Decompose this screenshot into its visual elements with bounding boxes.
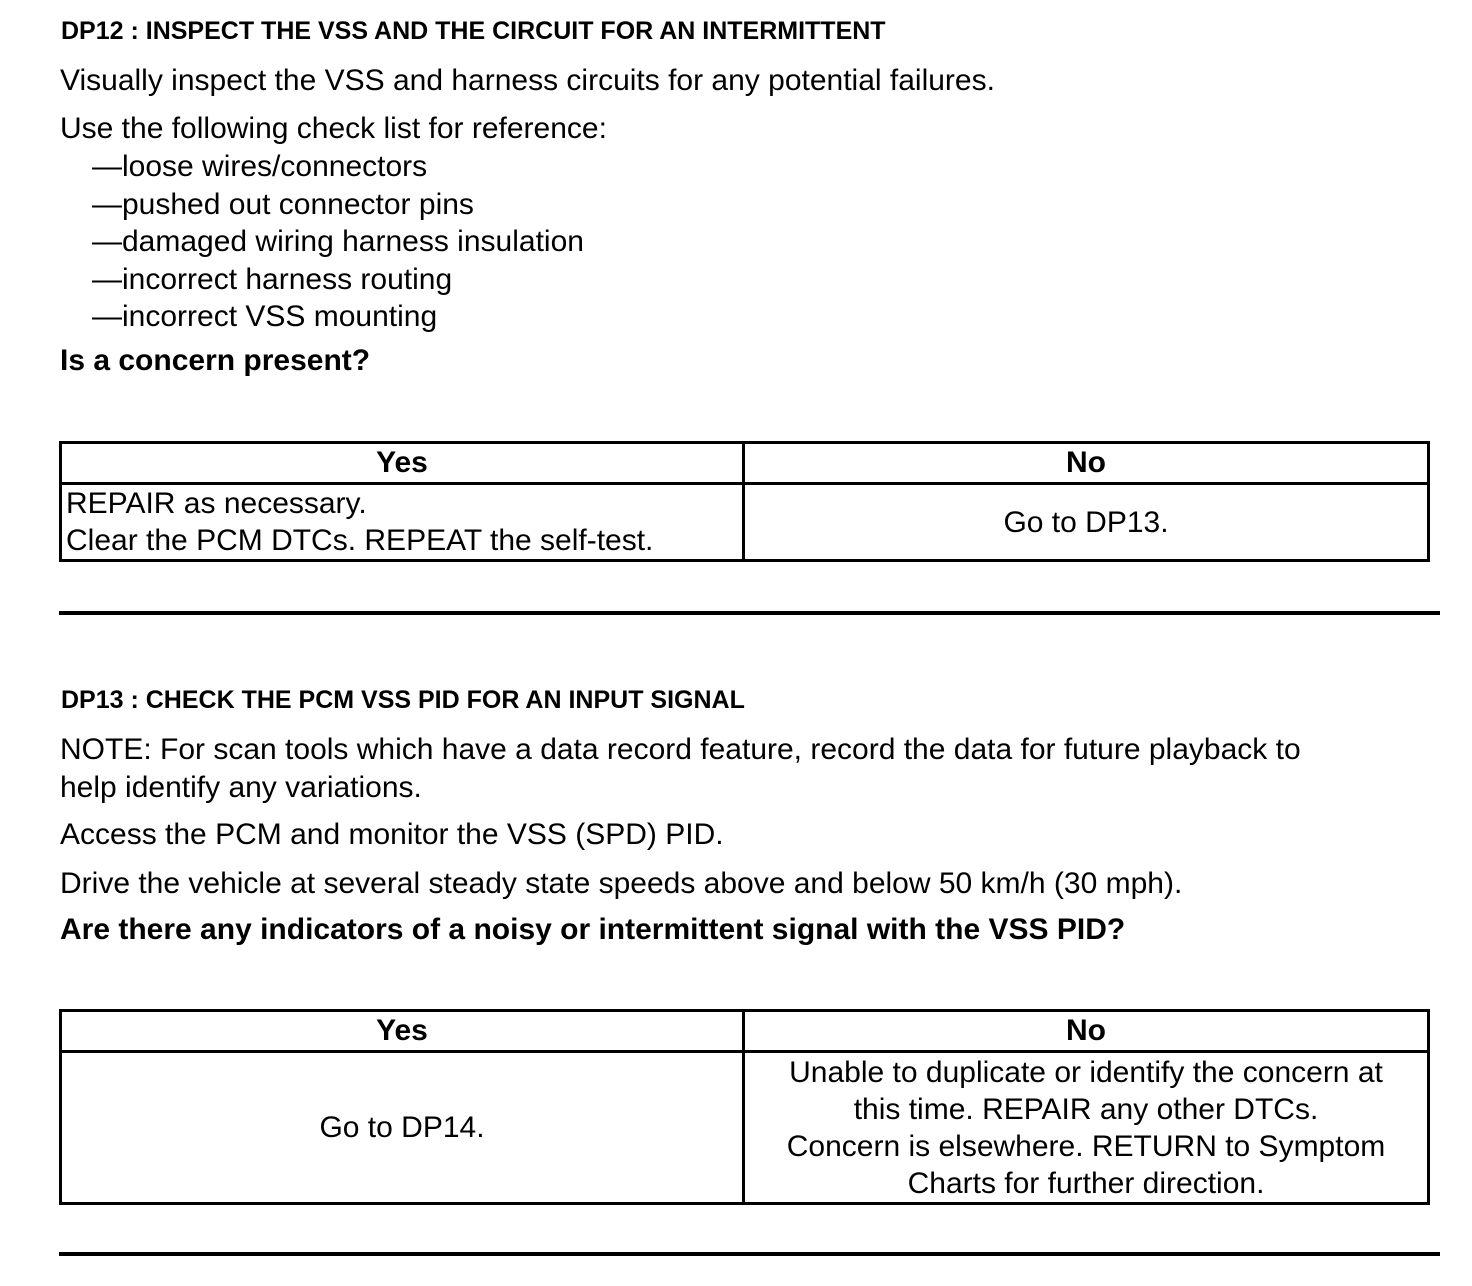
dp12-no-header: No xyxy=(744,443,1429,484)
section-divider xyxy=(59,611,1440,615)
dp13-no-line: Unable to duplicate or identify the concern at xyxy=(789,1055,1383,1089)
dp13-question: Are there any indicators of a noisy or intermittent signal with the VSS PID? xyxy=(60,913,1126,946)
dp12-yes-line: Clear the PCM DTCs. REPEAT the self-test. xyxy=(66,524,654,557)
dp13-no-line: Concern is elsewhere. RETURN to Symptom xyxy=(786,1129,1386,1163)
dp13-no-header: No xyxy=(744,1011,1429,1052)
dp12-yes-header: Yes xyxy=(61,443,744,484)
dp12-question: Is a concern present? xyxy=(60,344,371,377)
dp13-heading: DP13 : CHECK THE PCM VSS PID FOR AN INPUT SIGNAL xyxy=(61,686,745,714)
dp13-yes-header: Yes xyxy=(61,1011,744,1052)
dp13-no-line: Charts for further direction. xyxy=(907,1166,1265,1200)
dp12-checklist xyxy=(92,148,584,336)
dp12-paragraph-inspect: Visually inspect the VSS and harness circuits for any potential failures. xyxy=(60,64,995,97)
checklist-item: —pushed out connector pins xyxy=(92,187,474,221)
dp13-no-cell xyxy=(744,1052,1429,1204)
dp13-note-line: NOTE: For scan tools which have a data record feature, record the data for future playback to xyxy=(60,733,1301,766)
dp13-no-line: this time. REPAIR any other DTCs. xyxy=(853,1092,1319,1126)
dp13-paragraph-access: Access the PCM and monitor the VSS (SPD) PID. xyxy=(60,818,724,851)
checklist-item: —loose wires/connectors xyxy=(92,150,428,183)
dp12-paragraph-checklist-intro: Use the following check list for reference: xyxy=(60,112,607,145)
dp13-note xyxy=(60,731,1301,807)
dp12-yes-line: REPAIR as necessary. xyxy=(66,487,367,520)
dp13-decision-table xyxy=(59,1009,1430,1205)
section-divider xyxy=(59,1252,1440,1256)
dp12-yes-cell xyxy=(61,484,744,561)
dp12-heading: DP12 : INSPECT THE VSS AND THE CIRCUIT FOR AN INTERMITTENT xyxy=(61,17,886,45)
checklist-item: —damaged wiring harness insulation xyxy=(92,225,584,258)
dp13-paragraph-drive: Drive the vehicle at several steady state speeds above and below 50 km/h (30 mph). xyxy=(60,867,1183,900)
dp13-yes-cell: Go to DP14. xyxy=(61,1052,744,1204)
dp12-decision-table xyxy=(59,441,1430,562)
checklist-item: —incorrect harness routing xyxy=(92,262,453,296)
dp13-note-line: help identify any variations. xyxy=(60,771,422,804)
checklist-item: —incorrect VSS mounting xyxy=(92,300,438,333)
dp12-no-cell: Go to DP13. xyxy=(744,484,1429,561)
